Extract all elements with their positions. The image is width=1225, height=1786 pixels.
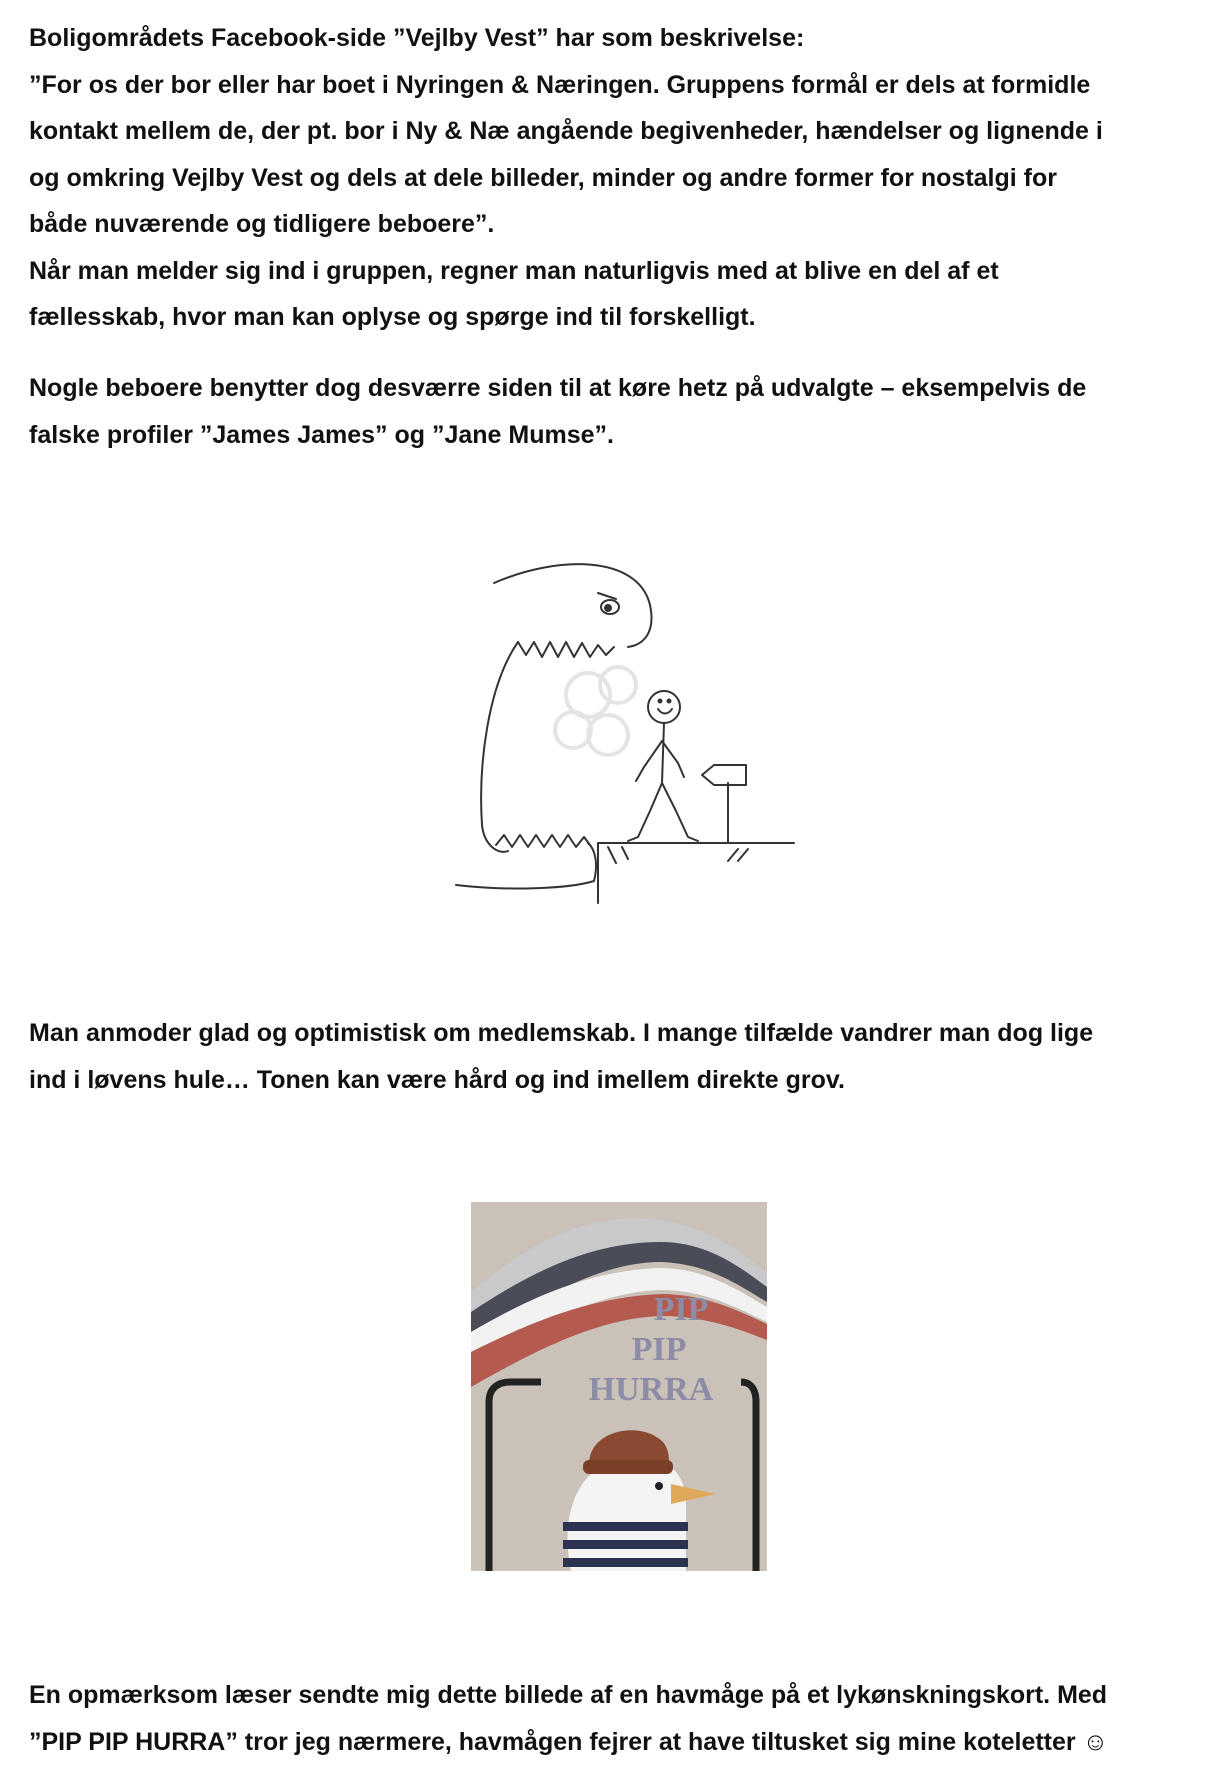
text-line: falske profiler ”James James” og ”Jane Mumse”. — [29, 420, 614, 449]
hetz-paragraph — [29, 365, 1199, 458]
monster-cartoon-illustration — [438, 545, 800, 917]
card-text-hurra: HURRA — [588, 1371, 714, 1408]
text-line: kontakt mellem de, der pt. bor i Ny & Næ angående begivenheder, hændelser og lignende i — [29, 117, 1103, 145]
text-line: Når man melder sig ind i gruppen, regner man naturligvis med at blive en del af et — [29, 256, 999, 285]
text-line: Man anmoder glad og optimistisk om medlemskab. I mange tilfælde vandrer man dog lige — [29, 1019, 1094, 1047]
monster-mouth-stick-figure-cliff-illustration-icon — [438, 545, 800, 917]
text-line: ind i løvens hule… Tonen kan være hård og ind imellem direkte grov. — [29, 1065, 845, 1094]
text-line: En opmærksom læser sendte mig dette billede af en havmåge på et lykønskningskort. Med — [29, 1681, 1108, 1709]
text-line: Boligområdets Facebook-side ”Vejlby Vest” har som beskrivelse: — [29, 24, 805, 52]
seagull-paragraph — [29, 1672, 1199, 1765]
text-line: og omkring Vejlby Vest og dels at dele billeder, minder og andre former for nostalgi for — [29, 163, 1057, 192]
text-line: fællesskab, hvor man kan oplyse og spørge ind til forskelligt. — [29, 303, 756, 331]
text-line: ”PIP PIP HURRA” tror jeg nærmere, havmågen fejrer at have tiltusket sig mine koteletter ☺ — [29, 1727, 1109, 1756]
text-line: Nogle beboere benytter dog desværre siden til at køre hetz på udvalgte – eksempelvis de — [29, 374, 1087, 402]
card-text-pip-1: PIP — [653, 1291, 709, 1328]
seagull-greeting-card-photo — [471, 1202, 767, 1571]
intro-paragraph — [29, 15, 1199, 341]
seagull-greeting-card-photo-icon — [471, 1202, 767, 1571]
lions-den-paragraph — [29, 1010, 1199, 1103]
text-line: ”For os der bor eller har boet i Nyringen & Næringen. Gruppens formål er dels at formidle — [29, 70, 1091, 99]
card-text-pip-2: PIP — [631, 1331, 687, 1368]
text-line: både nuværende og tidligere beboere”. — [29, 210, 495, 238]
